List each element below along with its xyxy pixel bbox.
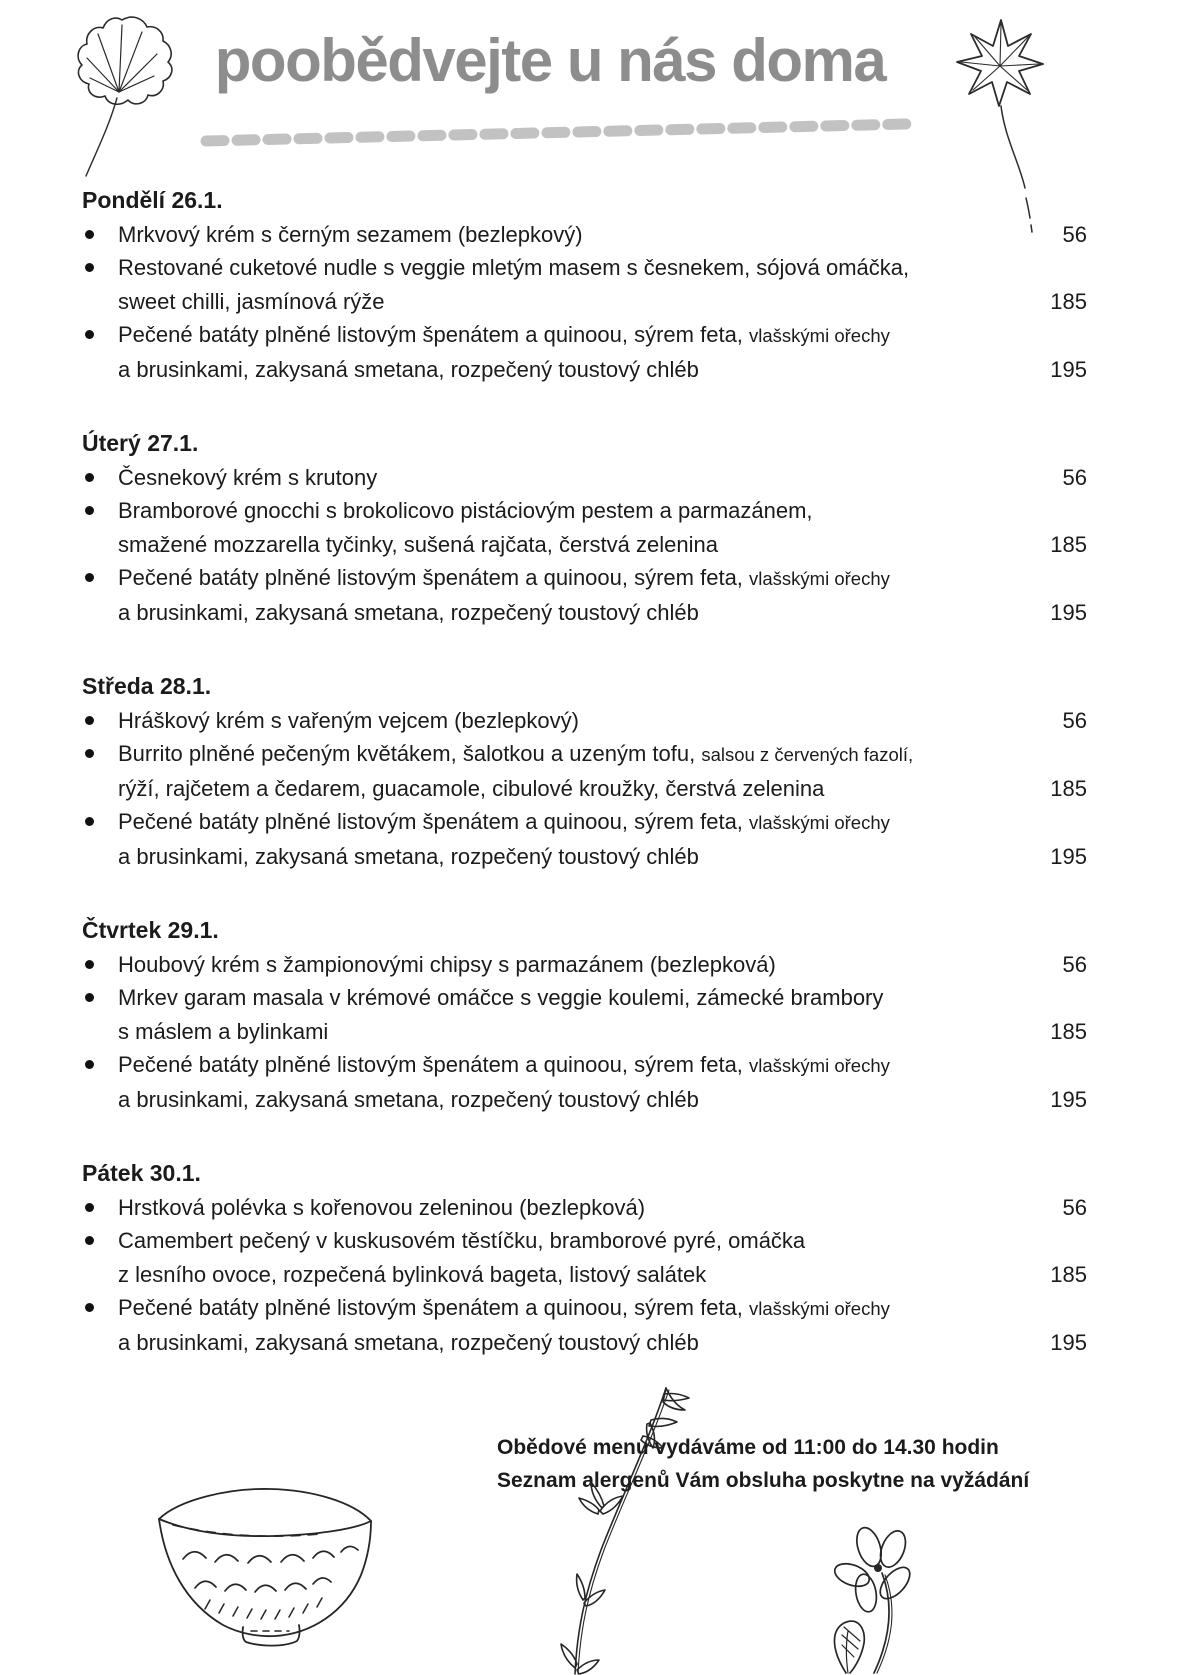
dish-text: Houbový krém s žampionovými chipsy s parmazánem (bezlepková) [118, 951, 776, 977]
bullet-column [82, 1191, 118, 1225]
price: 56 [1062, 1194, 1087, 1220]
bullet-icon [85, 1203, 94, 1212]
bullet-column [82, 494, 118, 561]
price: 195 [1050, 356, 1087, 382]
dish-line [118, 353, 1087, 387]
bullet-column [82, 704, 118, 738]
price: 195 [1050, 599, 1087, 625]
price: 56 [1062, 951, 1087, 977]
dish-line [118, 948, 1087, 982]
menu-item [82, 494, 1087, 561]
bullet-icon [85, 716, 94, 725]
dish-line [118, 737, 1087, 772]
menu-item [82, 318, 1087, 386]
dish-text: a brusinkami, zakysaná smetana, rozpečený toustový chléb [118, 356, 699, 382]
bullet-icon [85, 263, 94, 272]
dish-line [118, 494, 1087, 528]
dish-text-small: vlašskými ořechy [749, 568, 890, 589]
bullet-icon [85, 506, 94, 515]
dish-text: Restované cuketové nudle s veggie mletým masem s česnekem, sójová omáčka, [118, 255, 910, 280]
menu-item [82, 737, 1087, 805]
dish-text: sweet chilli, jasmínová rýže [118, 288, 385, 314]
dish-text: Bramborové gnocchi s brokolicovo pistáciovým pestem a parmazánem, [118, 498, 813, 523]
dish-line [118, 1291, 1087, 1326]
price: 56 [1062, 707, 1087, 733]
dish-line [118, 805, 1087, 840]
day-heading: Čtvrtek 29.1. [82, 917, 219, 943]
dish-line [118, 461, 1087, 495]
dish-text: Hrstková polévka s kořenovou zeleninou (bezlepková) [118, 1194, 646, 1220]
dish-line [118, 981, 1087, 1015]
day-section [82, 184, 1087, 386]
dish-line [118, 704, 1087, 738]
bullet-column [82, 948, 118, 982]
bullet-column [82, 1048, 118, 1116]
price: 185 [1050, 288, 1087, 314]
menu-item [82, 805, 1087, 873]
day-section [82, 670, 1087, 873]
day-heading: Pátek 30.1. [82, 1160, 201, 1186]
bullet-column [82, 1224, 118, 1291]
lavender-sprig-icon [553, 1378, 703, 1675]
day-section [82, 914, 1087, 1116]
day-heading: Pondělí 26.1. [82, 187, 223, 213]
dish-text: Mrkev garam masala v krémové omáčce s veggie koulemi, zámecké brambory [118, 985, 884, 1010]
bullet-column [82, 251, 118, 318]
dish-lines [118, 948, 1087, 982]
bullet-column [82, 981, 118, 1048]
menu-item [82, 218, 1087, 252]
bullet-icon [85, 817, 94, 826]
dish-text-small: vlašskými ořechy [749, 812, 890, 833]
dish-text: smažené mozzarella tyčinky, sušená rajčata, čerstvá zelenina [118, 531, 718, 557]
dish-lines [118, 1224, 1087, 1291]
dish-text-small: vlašskými ořechy [749, 1298, 890, 1319]
dish-lines [118, 1191, 1087, 1225]
bullet-icon [85, 1060, 94, 1069]
bullet-icon [85, 749, 94, 758]
dish-text-small: vlašskými ořechy [749, 325, 890, 346]
bullet-icon [85, 230, 94, 239]
dish-line [118, 1015, 1087, 1049]
bullet-icon [85, 1303, 94, 1312]
dish-lines [118, 251, 1087, 318]
dish-lines [118, 1048, 1087, 1116]
dish-line [118, 840, 1087, 874]
menu-item [82, 948, 1087, 982]
dish-lines [118, 737, 1087, 805]
day-section [82, 1157, 1087, 1359]
dish-text: Pečené batáty plněné listovým špenátem a quinoou, sýrem feta, [118, 322, 750, 347]
dish-text: a brusinkami, zakysaná smetana, rozpečený toustový chléb [118, 843, 699, 869]
bullet-icon [85, 993, 94, 1002]
dish-line [118, 1083, 1087, 1117]
menu-item [82, 461, 1087, 495]
dish-line [118, 561, 1087, 596]
bowl-icon [145, 1475, 385, 1650]
bullet-icon [85, 960, 94, 969]
price: 185 [1050, 775, 1087, 801]
menu-item [82, 981, 1087, 1048]
title-divider-dashes [196, 110, 916, 155]
day-section [82, 427, 1087, 629]
dish-text: a brusinkami, zakysaná smetana, rozpečený toustový chléb [118, 1329, 699, 1355]
bullet-icon [85, 1236, 94, 1245]
bullet-icon [85, 330, 94, 339]
dish-line [118, 318, 1087, 353]
dish-lines [118, 981, 1087, 1048]
dish-text: a brusinkami, zakysaná smetana, rozpečený toustový chléb [118, 599, 699, 625]
bullet-column [82, 805, 118, 873]
bullet-column [82, 461, 118, 495]
dish-lines [118, 218, 1087, 252]
footer-hours: Obědové menu vydáváme od 11:00 do 14.30 hodin [497, 1436, 999, 1459]
menu-days [82, 184, 1087, 1400]
page-title: poobědvejte u nás doma [214, 27, 886, 94]
price: 195 [1050, 843, 1087, 869]
dish-line [118, 1258, 1087, 1292]
dish-line [118, 218, 1087, 252]
dish-line [118, 1224, 1087, 1258]
day-heading: Středa 28.1. [82, 673, 212, 699]
bullet-column [82, 218, 118, 252]
dish-lines [118, 318, 1087, 386]
dish-line [118, 251, 1087, 285]
price: 195 [1050, 1329, 1087, 1355]
dish-text: Mrkvový krém s černým sezamem (bezlepkový) [118, 221, 583, 247]
dish-line [118, 1048, 1087, 1083]
dish-text: Burrito plněné pečeným květákem, šalotkou a uzeným tofu, [118, 741, 702, 766]
dish-lines [118, 461, 1087, 495]
bullet-icon [85, 573, 94, 582]
dish-lines [118, 805, 1087, 873]
footer-allergens: Seznam alergenů Vám obsluha poskytne na vyžádání [497, 1469, 1030, 1492]
bullet-column [82, 737, 118, 805]
dish-line [118, 772, 1087, 806]
dish-line [118, 285, 1087, 319]
price: 56 [1062, 221, 1087, 247]
round-leaf-icon [62, 8, 182, 188]
day-heading: Úterý 27.1. [82, 430, 199, 456]
price: 56 [1062, 464, 1087, 490]
dish-lines [118, 1291, 1087, 1359]
dish-text: Pečené batáty plněné listovým špenátem a quinoou, sýrem feta, [118, 1295, 750, 1320]
dish-lines [118, 494, 1087, 561]
dish-text: rýží, rajčetem a čedarem, guacamole, cibulové kroužky, čerstvá zelenina [118, 775, 825, 801]
dish-text: s máslem a bylinkami [118, 1018, 329, 1044]
dish-text: Hráškový krém s vařeným vejcem (bezlepkový) [118, 707, 579, 733]
dish-text: Pečené batáty plněné listovým špenátem a quinoou, sýrem feta, [118, 809, 750, 834]
bullet-icon [85, 473, 94, 482]
price: 185 [1050, 1018, 1087, 1044]
dish-text: Pečené batáty plněné listovým špenátem a quinoou, sýrem feta, [118, 565, 750, 590]
dish-line [118, 528, 1087, 562]
dish-line [118, 1191, 1087, 1225]
menu-item [82, 251, 1087, 318]
menu-item [82, 561, 1087, 629]
menu-item [82, 1224, 1087, 1291]
bullet-column [82, 1291, 118, 1359]
dish-text-small: vlašskými ořechy [749, 1055, 890, 1076]
price: 185 [1050, 531, 1087, 557]
dish-lines [118, 704, 1087, 738]
dish-text: Camembert pečený v kuskusovém těstíčku, bramborové pyré, omáčka [118, 1228, 806, 1253]
dish-line [118, 1326, 1087, 1360]
price: 195 [1050, 1086, 1087, 1112]
dish-line [118, 596, 1087, 630]
menu-item [82, 1191, 1087, 1225]
dish-text-small: salsou z červených fazolí, [701, 744, 914, 765]
dish-text: Česnekový krém s krutony [118, 464, 378, 490]
menu-item [82, 704, 1087, 738]
dish-text: Pečené batáty plněné listovým špenátem a quinoou, sýrem feta, [118, 1052, 750, 1077]
menu-item [82, 1048, 1087, 1116]
bullet-column [82, 561, 118, 629]
menu-item [82, 1291, 1087, 1359]
dish-text: z lesního ovoce, rozpečená bylinková bageta, listový salátek [118, 1261, 707, 1287]
dish-lines [118, 561, 1087, 629]
violet-flower-icon [808, 1523, 938, 1675]
bullet-column [82, 318, 118, 386]
price: 185 [1050, 1261, 1087, 1287]
dish-text: a brusinkami, zakysaná smetana, rozpečený toustový chléb [118, 1086, 699, 1112]
